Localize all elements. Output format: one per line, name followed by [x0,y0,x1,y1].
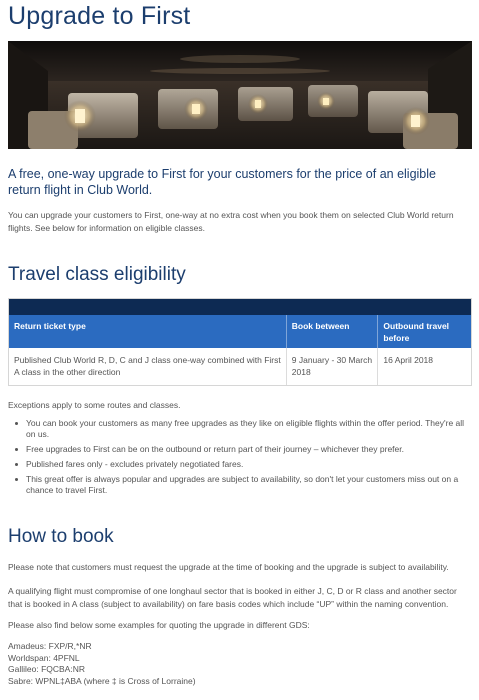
list-item: Free upgrades to First can be on the outbound or return part of their journey – whichever they prefer. [8,444,470,459]
booking-note-text: Please note that customers must request the upgrade at the time of booking and the upgrade is subject to availability. [8,562,449,572]
cell-book-between: 9 January - 30 March 2018 [286,348,378,385]
header-book-between: Book between [286,315,378,348]
list-item: You can book your customers as many free upgrades as they like on eligible flights within the offer period. They're all on us. [8,418,470,444]
table-header-row [9,315,471,348]
intro-text: You can upgrade your customers to First, one-way at no extra cost when you book them on selected Club World return flights. See below for information on eligible classes. [8,210,454,233]
header-outbound-travel-before: Outbound travel before [377,315,471,348]
gds-code-sabre: Sabre: WPNL‡ABA (where ‡ is Cross of Lorraine) [8,675,196,686]
qualifying-flight-text: A qualifying flight must compromise of one longhaul sector that is booked in either J, C, D or R class and another sector that is booked in A class (subject to availability) on fare basis codes which include “UP” within the naming convention. [8,586,457,609]
gds-code-list [8,641,470,687]
gds-code-worldspan: Worldspan: 4PFNL [8,652,80,663]
gds-code-gallileo: Gallileo: FQCBA:NR [8,664,85,674]
how-to-book-heading: How to book [8,526,114,547]
list-item: This great offer is always popular and upgrades are subject to availability, so don't let your customers miss out on a chance to travel First. [8,474,470,498]
header-return-ticket-type: Return ticket type [14,321,86,331]
table-row [9,348,471,385]
eligibility-heading: Travel class eligibility [8,264,186,285]
gds-code-amadeus: Amadeus: FXP/R,*NR [8,641,92,651]
page-title: Upgrade to First [8,2,191,30]
gds-examples-intro: Please also find below some examples for quoting the upgrade in different GDS: [8,620,310,630]
offer-bullet-list [8,418,470,498]
cell-return-ticket-type: Published Club World R, D, C and J class one-way combined with First A class in the other direction [14,355,281,377]
list-item: Published fares only - excludes privately negotiated fares. [8,459,470,474]
cell-outbound-travel-before: 16 April 2018 [377,348,471,385]
exceptions-text: Exceptions apply to some routes and classes. [8,400,181,410]
eligibility-table [8,298,472,386]
table-top-bar [9,299,471,315]
lead-text: A free, one-way upgrade to First for your customers for the price of an eligible return flight in Club World. [8,167,436,197]
first-cabin-hero-image [8,41,472,149]
